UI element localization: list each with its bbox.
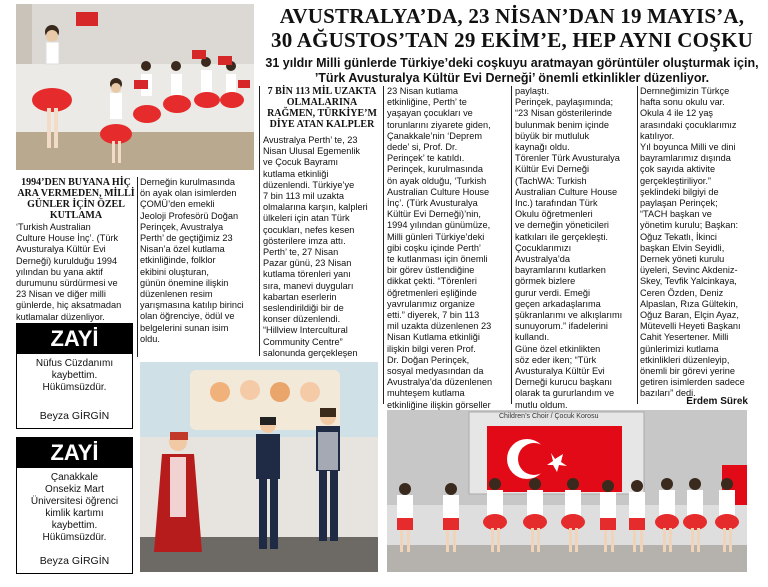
- zayi-2-heading: ZAYİ: [17, 438, 132, 468]
- subheadline-line-1: 31 yıldır Milli günlerde Türkiye’deki coşkuyu aratmayan görüntüler oluşturmak için,: [265, 56, 759, 70]
- column-divider: [637, 86, 638, 404]
- zayi-2-body: Çanakkale Onsekiz Mart Üniversitesi öğrenci kimlik kartımı kaybettim. Hükümsüzdür.: [30, 472, 119, 543]
- article-column-5: paylaştı. Perinçek, paylaşımında; “23 Nisan gösterilerinde bulunmak benim içinde büyük bir mutluluk kaynağı oldu. Törenler Türk Avusturalya Kültür Evi Derneği (TachWA: Turkish Australian Culture House Inc.) tarafından Türk Okulu öğretmenleri ve derneğin yöneticileri katkıları ile gerçekleşti. Çocuklarımızı Avustralya’da bayramlarını kutlarken görmek bizlere gurur verdi. Emeği geçen arkadaşlarıma şükranlarımı ve alkışlarımı sunuyorum.” ifadelerini kullandı. Güne özel etkinlikten söz eder iken; “Türk Avusturalya Kültür Evi Derneği kurucu başkanı olarak ta gururlandım ve mutlu oldum.: [515, 86, 623, 410]
- photo-girls-dance-image: [16, 4, 254, 170]
- column-divider: [137, 177, 138, 357]
- photo-folk-dancers-image: [140, 362, 378, 572]
- left-caption: 1994’DEN BUYANA HİÇ ARA VERMEDEN, MİLLİ GÜNLER İÇİN ÖZEL KUTLAMA: [17, 177, 135, 221]
- photo-folk-dancers: [140, 362, 378, 572]
- zayi-notice-1: [16, 323, 133, 429]
- subheadline-line-2: ’Türk Avusturalya Kültür Evi Derneği’ önemli etkinlikler düzenliyor.: [314, 71, 710, 85]
- column-divider: [383, 86, 384, 404]
- headline-line-2: 30 AĞUSTOS’TAN 29 EKİM’E, HEP AYNI COŞKU: [271, 28, 753, 52]
- subheadline: [262, 56, 762, 86]
- article-column-3: Avustralya Perth’ te, 23 Nisan Ulusal Egemenlik ve Çocuk Bayramı kutlama etkinliği düzenlendi. Türkiye’ye 7 bin 113 mil uzakta olmalarına karşın, kalpleri ülkeleri için atan Türk çocukları, nefes kesen gösterilere imza attı. Perth’ te, 27 Nisan Pazar günü, 23 Nisan kutlama törenleri yanı sıra, manevi duyguları kabartan eserlerin seslendirildiği bir de konser düzenlendi. “Hillview Intercultural Community Centre” salonunda gerçekleşen: [263, 135, 368, 358]
- headline: [262, 4, 762, 52]
- choir-sign-text: Children’s Choir / Çocuk Korosu: [499, 413, 599, 420]
- photo-girls-dance: [16, 4, 254, 170]
- column-divider: [259, 86, 260, 356]
- photo-childrens-choir-image: [387, 410, 747, 572]
- left-article-text: ‘Turkish Australian Culture House İnç’. (Türk Avusturalya Kültür Evi Derneği) kurulduğu 1994 yılından bu yana aktif durumunu sürdürmesi ve 23 Nisan ve diğer milli günlerde, hiç aksatmadan kutlamalar düzenliyor.: [16, 222, 122, 322]
- photo-childrens-choir: [387, 410, 747, 572]
- article-column-4: 23 Nisan kutlama etkinliğine, Perth’ te yaşayan çocukları ve torunlarını ziyarete giden, Çanakkale’nin ‘Deprem dede’ si, Prof. Dr. Perinçek’ te katıldı. Perinçek, kurulmasında ön ayak olduğu, ‘Turkish Australian Culture House İnç’. (Türk Avusturalya Kültür Evi Derneği)’nin, 1994 yılından günümüze, Milli günleri Türkiye’deki gibi coşku içinde Perth’ te kutlanması için önemli bir görev üstlendiğine dikkat çekti. “Törenleri öğretmenleri eşliğinde yavrularımız organize etti.” diyerek, 7 bin 113 mil uzakta düzenlenen 23 Nisan Kutlama etkinliği ilişkin bilgi veren Prof. Dr. Doğan Perinçek, sosyal medyasından da Avustralya’da düzenlenen muhteşem kutlama etkinliğine ilişkin görseller: [387, 86, 493, 410]
- zayi-1-name: Beyza GİRGİN: [39, 410, 110, 422]
- zayi-1-heading: ZAYİ: [17, 324, 132, 354]
- author-byline: Erdem Sürek: [686, 396, 748, 407]
- article-column-6: Dernneğimizin Türkçe hafta sonu okulu var. Okula 4 ile 12 yaş arasındaki çocuklarımız katılıyor. Yıl boyunca Milli ve dini bayramlarımız dışında çok sayıda aktivite gerçekleştiriliyor.” şeklindeki bilgiyi de paylaşan Perinçek; “TACH başkan ve yönetim kurulu; Başkan: Oğuz Tekatlı, İkinci başkan Elvin Seyidli, Dernek yöneti kurulu üyeleri, Sevinc Akdeniz- Skey, Tevfik Yalcinkaya, Ceren Özden, Deniz Alpaslan, Rıza Gültekin, Oğuz Baran, Elçin Ayaz, Mütevelli Heyeti Başkanı Cahit Yesertener. Milli günlerimizi kutlama etkinlikleri düzenleyip, önemli bir görevi yerine getiren isimlerden sadece bazıları” dedi.: [640, 86, 745, 399]
- zayi-2-name: Beyza GİRGİN: [39, 555, 110, 567]
- column-divider: [511, 86, 512, 404]
- column-3-caption: 7 BİN 113 MİL UZAKTA OLMALARINA RAĞMEN, TÜRKİYE’M DİYE ATAN KALPLER: [267, 86, 377, 130]
- zayi-1-body: Nüfus Cüzdanımı kaybettim. Hükümsüzdür.: [35, 358, 114, 393]
- article-column-2: Derneğin kurulmasında ön ayak olan isimlerden ÇOMÜ’den emekli Jeoloji Profesörü Doğan Perinçek, Avustralya Perth’ de geçtiğimiz 23 Nisan’a özel kutlama etkinliğinde, folklor ekibini oluşturan, günün önemine ilişkin düzenlenen resim yarışmasına katılıp birinci olan öğrenciye, ödül ve belgelerini sunan isim oldu.: [140, 177, 244, 344]
- zayi-notice-2: [16, 437, 133, 574]
- headline-line-1: AVUSTRALYA’DA, 23 NİSAN’DAN 19 MAYIS’A,: [279, 4, 745, 28]
